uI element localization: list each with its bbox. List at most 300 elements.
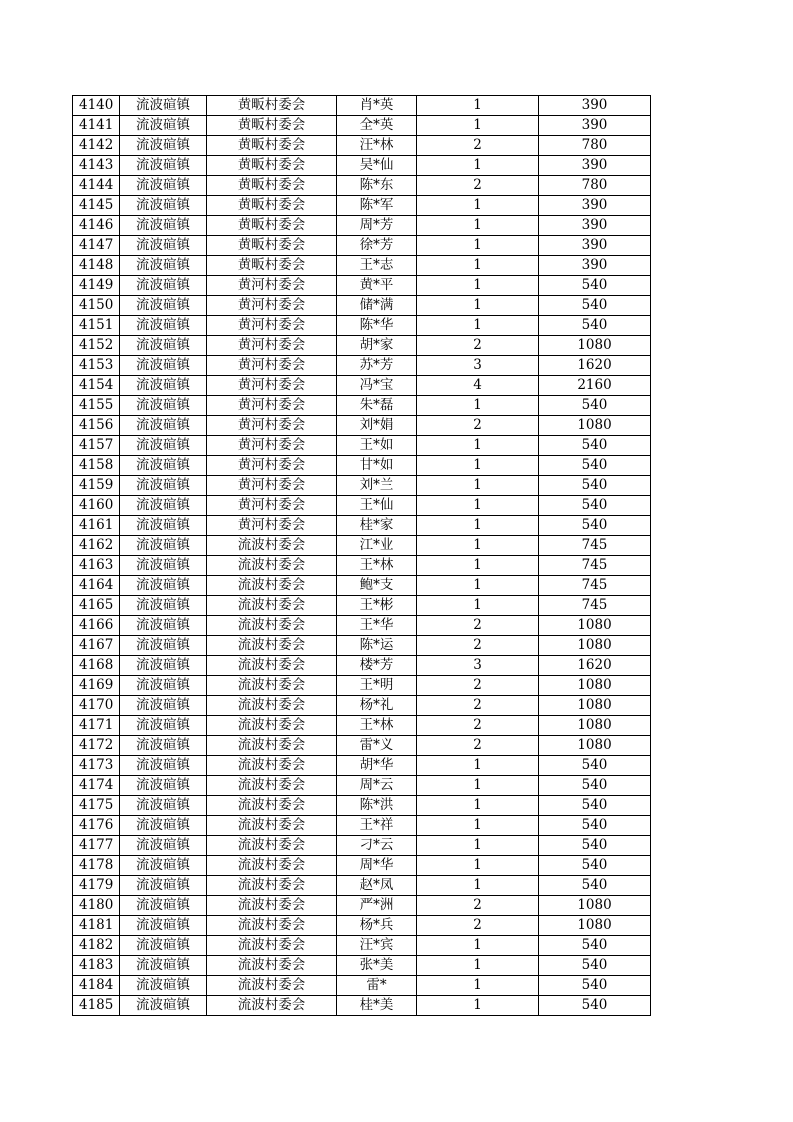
row-number-cell: 4181 [73,916,120,936]
name-cell: 周*芳 [337,216,417,236]
name-cell: 江*业 [337,536,417,556]
amount-cell: 1080 [539,696,651,716]
village-committee-cell: 黄河村委会 [207,276,337,296]
town-cell: 流波碹镇 [120,396,207,416]
village-committee-cell: 黄河村委会 [207,436,337,456]
amount-cell: 540 [539,436,651,456]
table-row [73,176,651,196]
count-cell: 1 [417,236,539,256]
count-cell: 3 [417,656,539,676]
village-committee-cell: 黄畈村委会 [207,236,337,256]
table-row [73,756,651,776]
town-cell: 流波碹镇 [120,616,207,636]
row-number-cell: 4166 [73,616,120,636]
town-cell: 流波碹镇 [120,296,207,316]
row-number-cell: 4183 [73,956,120,976]
village-committee-cell: 流波村委会 [207,976,337,996]
count-cell: 1 [417,216,539,236]
amount-cell: 540 [539,756,651,776]
name-cell: 雷* [337,976,417,996]
village-committee-cell: 流波村委会 [207,616,337,636]
row-number-cell: 4143 [73,156,120,176]
row-number-cell: 4141 [73,116,120,136]
count-cell: 1 [417,476,539,496]
village-committee-cell: 流波村委会 [207,736,337,756]
town-cell: 流波碹镇 [120,256,207,276]
table-row [73,616,651,636]
table-row [73,676,651,696]
village-committee-cell: 黄河村委会 [207,296,337,316]
row-number-cell: 4144 [73,176,120,196]
village-committee-cell: 黄河村委会 [207,456,337,476]
name-cell: 王*林 [337,556,417,576]
count-cell: 1 [417,956,539,976]
town-cell: 流波碹镇 [120,956,207,976]
village-committee-cell: 黄畈村委会 [207,176,337,196]
table-row [73,456,651,476]
village-committee-cell: 黄畈村委会 [207,216,337,236]
count-cell: 1 [417,516,539,536]
count-cell: 1 [417,316,539,336]
town-cell: 流波碹镇 [120,416,207,436]
name-cell: 严*洲 [337,896,417,916]
row-number-cell: 4156 [73,416,120,436]
count-cell: 1 [417,436,539,456]
town-cell: 流波碹镇 [120,336,207,356]
count-cell: 2 [417,676,539,696]
spreadsheet-page [72,95,651,1016]
town-cell: 流波碹镇 [120,796,207,816]
row-number-cell: 4172 [73,736,120,756]
row-number-cell: 4185 [73,996,120,1016]
amount-cell: 390 [539,156,651,176]
count-cell: 2 [417,896,539,916]
table-body [73,96,651,1016]
table-row [73,996,651,1016]
table-row [73,296,651,316]
amount-cell: 2160 [539,376,651,396]
count-cell: 1 [417,256,539,276]
amount-cell: 780 [539,176,651,196]
count-cell: 2 [417,716,539,736]
row-number-cell: 4147 [73,236,120,256]
name-cell: 肖*英 [337,96,417,116]
count-cell: 1 [417,276,539,296]
town-cell: 流波碹镇 [120,656,207,676]
count-cell: 1 [417,776,539,796]
town-cell: 流波碹镇 [120,596,207,616]
village-committee-cell: 流波村委会 [207,636,337,656]
row-number-cell: 4157 [73,436,120,456]
name-cell: 王*仙 [337,496,417,516]
count-cell: 2 [417,136,539,156]
count-cell: 1 [417,456,539,476]
town-cell: 流波碹镇 [120,496,207,516]
count-cell: 3 [417,356,539,376]
town-cell: 流波碹镇 [120,216,207,236]
table-row [73,316,651,336]
table-row [73,216,651,236]
row-number-cell: 4167 [73,636,120,656]
amount-cell: 540 [539,296,651,316]
amount-cell: 1620 [539,356,651,376]
amount-cell: 745 [539,576,651,596]
row-number-cell: 4173 [73,756,120,776]
town-cell: 流波碹镇 [120,276,207,296]
village-committee-cell: 流波村委会 [207,876,337,896]
amount-cell: 540 [539,276,651,296]
name-cell: 全*英 [337,116,417,136]
count-cell: 1 [417,156,539,176]
row-number-cell: 4145 [73,196,120,216]
table-row [73,576,651,596]
village-committee-cell: 流波村委会 [207,896,337,916]
table-row [73,916,651,936]
table-row [73,716,651,736]
row-number-cell: 4177 [73,836,120,856]
name-cell: 赵*凤 [337,876,417,896]
town-cell: 流波碹镇 [120,136,207,156]
table-row [73,416,651,436]
town-cell: 流波碹镇 [120,536,207,556]
row-number-cell: 4169 [73,676,120,696]
town-cell: 流波碹镇 [120,576,207,596]
table-row [73,256,651,276]
table-row [73,516,651,536]
town-cell: 流波碹镇 [120,356,207,376]
table-row [73,696,651,716]
name-cell: 汪*宾 [337,936,417,956]
row-number-cell: 4168 [73,656,120,676]
village-committee-cell: 流波村委会 [207,656,337,676]
name-cell: 楼*芳 [337,656,417,676]
count-cell: 1 [417,396,539,416]
row-number-cell: 4178 [73,856,120,876]
name-cell: 张*美 [337,956,417,976]
count-cell: 1 [417,996,539,1016]
table-row [73,816,651,836]
name-cell: 吴*仙 [337,156,417,176]
village-committee-cell: 流波村委会 [207,676,337,696]
count-cell: 1 [417,856,539,876]
amount-cell: 780 [539,136,651,156]
row-number-cell: 4179 [73,876,120,896]
town-cell: 流波碹镇 [120,176,207,196]
amount-cell: 540 [539,796,651,816]
name-cell: 徐*芳 [337,236,417,256]
village-committee-cell: 流波村委会 [207,816,337,836]
count-cell: 1 [417,976,539,996]
town-cell: 流波碹镇 [120,916,207,936]
amount-cell: 540 [539,396,651,416]
count-cell: 2 [417,616,539,636]
amount-cell: 390 [539,116,651,136]
name-cell: 王*彬 [337,596,417,616]
town-cell: 流波碹镇 [120,96,207,116]
count-cell: 1 [417,756,539,776]
table-row [73,856,651,876]
table-row [73,656,651,676]
village-committee-cell: 黄河村委会 [207,316,337,336]
amount-cell: 745 [539,596,651,616]
amount-cell: 540 [539,936,651,956]
data-table [72,95,651,1016]
row-number-cell: 4175 [73,796,120,816]
count-cell: 1 [417,296,539,316]
amount-cell: 1620 [539,656,651,676]
amount-cell: 540 [539,516,651,536]
village-committee-cell: 流波村委会 [207,596,337,616]
table-row [73,896,651,916]
village-committee-cell: 黄畈村委会 [207,136,337,156]
count-cell: 1 [417,876,539,896]
village-committee-cell: 流波村委会 [207,576,337,596]
town-cell: 流波碹镇 [120,436,207,456]
town-cell: 流波碹镇 [120,316,207,336]
name-cell: 王*志 [337,256,417,276]
village-committee-cell: 流波村委会 [207,836,337,856]
count-cell: 2 [417,176,539,196]
village-committee-cell: 黄河村委会 [207,376,337,396]
name-cell: 雷*义 [337,736,417,756]
table-row [73,356,651,376]
town-cell: 流波碹镇 [120,456,207,476]
town-cell: 流波碹镇 [120,876,207,896]
table-row [73,496,651,516]
village-committee-cell: 黄河村委会 [207,356,337,376]
village-committee-cell: 黄畈村委会 [207,256,337,276]
table-row [73,116,651,136]
amount-cell: 540 [539,816,651,836]
name-cell: 汪*林 [337,136,417,156]
row-number-cell: 4154 [73,376,120,396]
row-number-cell: 4184 [73,976,120,996]
row-number-cell: 4174 [73,776,120,796]
town-cell: 流波碹镇 [120,776,207,796]
name-cell: 陈*运 [337,636,417,656]
name-cell: 杨*礼 [337,696,417,716]
village-committee-cell: 流波村委会 [207,936,337,956]
village-committee-cell: 黄畈村委会 [207,96,337,116]
count-cell: 2 [417,636,539,656]
town-cell: 流波碹镇 [120,836,207,856]
town-cell: 流波碹镇 [120,116,207,136]
name-cell: 杨*兵 [337,916,417,936]
table-row [73,636,651,656]
village-committee-cell: 流波村委会 [207,916,337,936]
name-cell: 陈*洪 [337,796,417,816]
table-row [73,796,651,816]
row-number-cell: 4176 [73,816,120,836]
town-cell: 流波碹镇 [120,476,207,496]
amount-cell: 540 [539,856,651,876]
village-committee-cell: 流波村委会 [207,996,337,1016]
village-committee-cell: 流波村委会 [207,956,337,976]
table-row [73,156,651,176]
town-cell: 流波碹镇 [120,856,207,876]
table-row [73,276,651,296]
count-cell: 2 [417,736,539,756]
village-committee-cell: 黄畈村委会 [207,156,337,176]
row-number-cell: 4160 [73,496,120,516]
amount-cell: 540 [539,876,651,896]
village-committee-cell: 流波村委会 [207,536,337,556]
amount-cell: 540 [539,496,651,516]
town-cell: 流波碹镇 [120,236,207,256]
amount-cell: 540 [539,476,651,496]
row-number-cell: 4162 [73,536,120,556]
count-cell: 1 [417,796,539,816]
row-number-cell: 4155 [73,396,120,416]
row-number-cell: 4170 [73,696,120,716]
amount-cell: 540 [539,996,651,1016]
table-row [73,396,651,416]
amount-cell: 745 [539,556,651,576]
table-row [73,336,651,356]
village-committee-cell: 流波村委会 [207,756,337,776]
town-cell: 流波碹镇 [120,816,207,836]
amount-cell: 390 [539,196,651,216]
name-cell: 黄*平 [337,276,417,296]
name-cell: 桂*美 [337,996,417,1016]
name-cell: 胡*家 [337,336,417,356]
town-cell: 流波碹镇 [120,556,207,576]
name-cell: 周*云 [337,776,417,796]
table-row [73,96,651,116]
name-cell: 储*满 [337,296,417,316]
table-row [73,136,651,156]
table-row [73,196,651,216]
table-row [73,236,651,256]
amount-cell: 390 [539,96,651,116]
row-number-cell: 4165 [73,596,120,616]
row-number-cell: 4182 [73,936,120,956]
amount-cell: 540 [539,776,651,796]
town-cell: 流波碹镇 [120,696,207,716]
table-row [73,956,651,976]
row-number-cell: 4152 [73,336,120,356]
town-cell: 流波碹镇 [120,676,207,696]
count-cell: 1 [417,536,539,556]
town-cell: 流波碹镇 [120,636,207,656]
name-cell: 王*祥 [337,816,417,836]
name-cell: 鲍*支 [337,576,417,596]
name-cell: 陈*军 [337,196,417,216]
town-cell: 流波碹镇 [120,516,207,536]
row-number-cell: 4161 [73,516,120,536]
village-committee-cell: 流波村委会 [207,796,337,816]
town-cell: 流波碹镇 [120,976,207,996]
count-cell: 1 [417,196,539,216]
row-number-cell: 4146 [73,216,120,236]
town-cell: 流波碹镇 [120,716,207,736]
name-cell: 周*华 [337,856,417,876]
name-cell: 王*如 [337,436,417,456]
name-cell: 桂*家 [337,516,417,536]
town-cell: 流波碹镇 [120,896,207,916]
town-cell: 流波碹镇 [120,756,207,776]
village-committee-cell: 黄河村委会 [207,516,337,536]
table-row [73,436,651,456]
village-committee-cell: 流波村委会 [207,776,337,796]
count-cell: 1 [417,576,539,596]
amount-cell: 390 [539,236,651,256]
amount-cell: 1080 [539,916,651,936]
table-row [73,876,651,896]
table-row [73,376,651,396]
count-cell: 1 [417,556,539,576]
count-cell: 1 [417,496,539,516]
row-number-cell: 4151 [73,316,120,336]
amount-cell: 540 [539,836,651,856]
name-cell: 甘*如 [337,456,417,476]
count-cell: 2 [417,416,539,436]
village-committee-cell: 黄河村委会 [207,416,337,436]
row-number-cell: 4148 [73,256,120,276]
amount-cell: 1080 [539,716,651,736]
row-number-cell: 4158 [73,456,120,476]
village-committee-cell: 黄河村委会 [207,396,337,416]
amount-cell: 1080 [539,416,651,436]
name-cell: 王*华 [337,616,417,636]
amount-cell: 745 [539,536,651,556]
village-committee-cell: 黄河村委会 [207,476,337,496]
name-cell: 王*林 [337,716,417,736]
count-cell: 2 [417,336,539,356]
table-row [73,596,651,616]
row-number-cell: 4180 [73,896,120,916]
village-committee-cell: 黄河村委会 [207,496,337,516]
table-row [73,736,651,756]
row-number-cell: 4163 [73,556,120,576]
village-committee-cell: 流波村委会 [207,556,337,576]
count-cell: 1 [417,596,539,616]
town-cell: 流波碹镇 [120,156,207,176]
amount-cell: 1080 [539,636,651,656]
count-cell: 2 [417,696,539,716]
count-cell: 1 [417,836,539,856]
town-cell: 流波碹镇 [120,736,207,756]
amount-cell: 390 [539,216,651,236]
row-number-cell: 4142 [73,136,120,156]
table-row [73,976,651,996]
name-cell: 刘*娟 [337,416,417,436]
table-row [73,776,651,796]
count-cell: 1 [417,816,539,836]
name-cell: 冯*宝 [337,376,417,396]
amount-cell: 1080 [539,676,651,696]
count-cell: 1 [417,116,539,136]
name-cell: 刁*云 [337,836,417,856]
row-number-cell: 4149 [73,276,120,296]
village-committee-cell: 流波村委会 [207,696,337,716]
town-cell: 流波碹镇 [120,376,207,396]
amount-cell: 540 [539,456,651,476]
row-number-cell: 4153 [73,356,120,376]
row-number-cell: 4171 [73,716,120,736]
amount-cell: 1080 [539,896,651,916]
count-cell: 4 [417,376,539,396]
count-cell: 1 [417,936,539,956]
name-cell: 陈*华 [337,316,417,336]
row-number-cell: 4159 [73,476,120,496]
village-committee-cell: 流波村委会 [207,856,337,876]
count-cell: 2 [417,916,539,936]
row-number-cell: 4150 [73,296,120,316]
amount-cell: 540 [539,316,651,336]
amount-cell: 390 [539,256,651,276]
village-committee-cell: 黄畈村委会 [207,196,337,216]
